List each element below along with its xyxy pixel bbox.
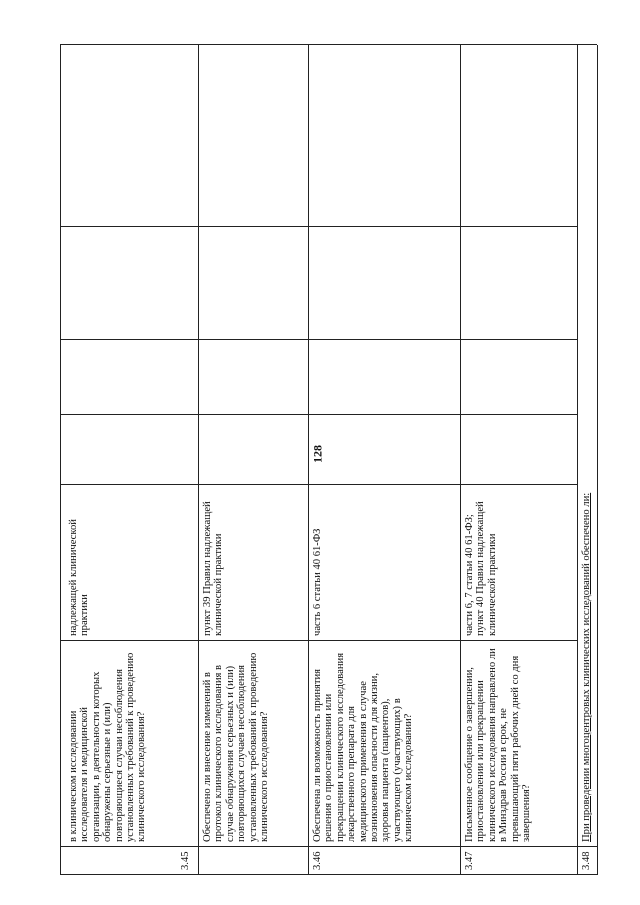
column-divider [60, 226, 577, 227]
question-text: Письменное сообщение о завершении, приостановлении или прекращении клинического исследования направлено ли в Минздрав России в срок, не превышающий пяти рабочих дней со дня завершения? [464, 648, 533, 842]
row-divider [308, 45, 309, 875]
row-divider [198, 45, 199, 875]
row-number: 3.47 [464, 851, 475, 870]
column-divider [60, 484, 577, 485]
table-border-bottom [597, 45, 598, 875]
reference-text: часть 6 статьи 40 61-ФЗ [312, 528, 323, 636]
column-divider [60, 640, 577, 641]
question-text: Обеспечено ли внесение изменений в протокол клинического исследования в случае обнаружения серьезных и (или) повторяющихся случаев несоблюдения установленных требований к проведению клинического исследования? [202, 652, 271, 842]
question-text: в клиническом исследовании исследователя и медицинской организации, в деятельности которых обнаружены серьезные и (или) повторяющиеся случаи несоблюдения установленных требований к проведению клинического исследования? [68, 652, 148, 842]
row-number: 3.48 [581, 851, 592, 870]
question-text: Обеспечена ли возможность принятия решения о приостановлении или прекращении клинического исследования лекарственного препарата для медицинского применения в случае возникновения опасности для жизни, здоровья пациента (пациентов), участвующего (участвующих) в клиническом исследовании? [312, 652, 415, 842]
inspection-table [60, 45, 605, 875]
row-number: 3.46 [312, 851, 323, 870]
column-divider [60, 339, 577, 340]
section-heading: При проведении многоцентровых клинических исследований обеспечено ли: [581, 492, 592, 842]
row-divider [577, 45, 578, 875]
row-divider [460, 45, 461, 875]
reference-text: части 6, 7 статьи 40 61-ФЗ; пункт 40 Правил надлежащей клинической практики [464, 501, 498, 636]
reference-text: надлежащей клинической практики [68, 519, 91, 636]
column-divider [60, 414, 577, 415]
table-border-right [60, 44, 597, 45]
page-number: 128 [310, 445, 325, 463]
reference-text: пункт 39 Правил надлежащей клинической практики [202, 501, 225, 636]
table-border-top [60, 45, 61, 875]
row-number: 3.45 [180, 851, 191, 870]
